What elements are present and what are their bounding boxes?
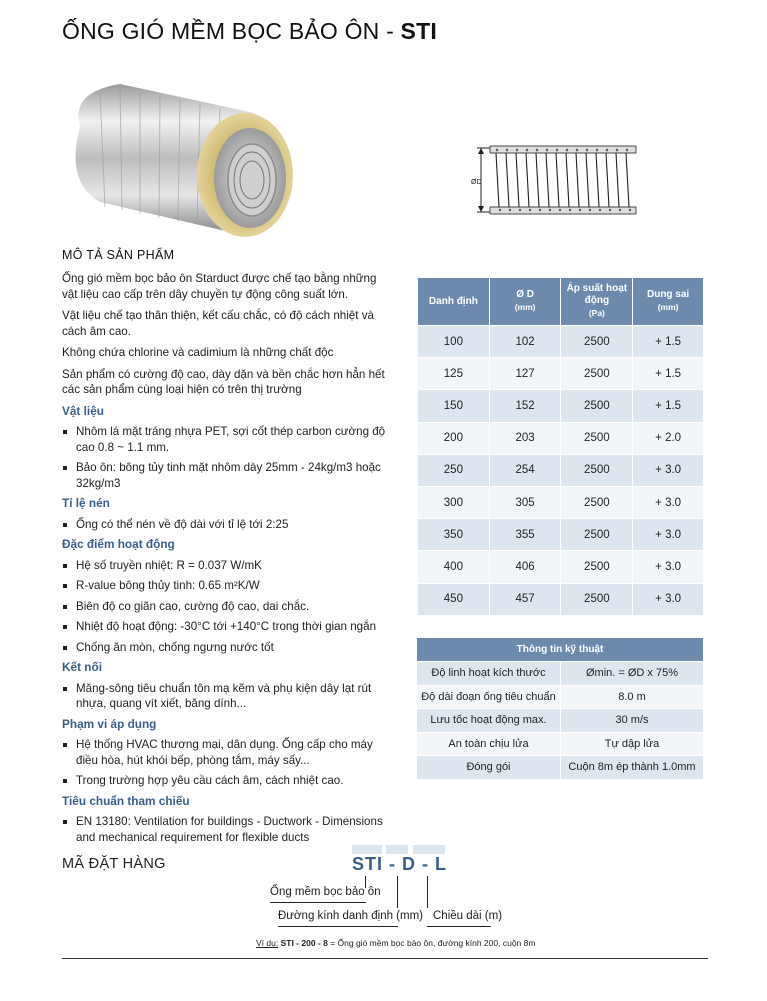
- section-heading-material: Vật liệu: [62, 403, 104, 418]
- list-item: Trong trường hợp yêu cầu cách âm, cách nhiệt cao.: [62, 773, 392, 789]
- table-row: 200 203 2500 + 2.0: [418, 422, 704, 454]
- order-code-label: MÃ ĐẶT HÀNG: [62, 856, 166, 872]
- title-text: ỐNG GIÓ MỀM BỌC BẢO ÔN -: [62, 18, 401, 44]
- section-heading-standard: Tiêu chuẩn tham chiếu: [62, 793, 190, 808]
- code-diameter-label: Đường kính danh định (mm): [278, 910, 423, 922]
- product-photo: [60, 72, 310, 242]
- code-segment-box: [386, 845, 408, 854]
- table-row: Độ linh hoạt kích thước Ømin. = ØD x 75%: [417, 662, 704, 686]
- table-row: Lưu tốc hoạt động max. 30 m/s: [417, 709, 704, 733]
- page-title: [62, 18, 437, 45]
- diameter-label: ØD: [471, 179, 482, 186]
- tech-table-header: Thông tin kỹ thuật: [417, 638, 704, 662]
- bottom-divider: [62, 958, 708, 959]
- order-example: Ví dụ: STI - 200 - 8 = Ống gió mềm bọc bảo ôn, đường kính 200, cuộn 8m: [256, 938, 536, 948]
- description-paragraph: Vật liệu chế tạo thân thiện, kết cấu chắc, có độ cách nhiệt và cách âm cao.: [62, 309, 374, 338]
- size-table: [417, 277, 704, 616]
- list-item: R-value bông thủy tinh: 0.65 m²K/W: [62, 578, 392, 594]
- description-paragraph: Sản phẩm có cường độ cao, dày dặn và bền chắc hơn hẳn hết các sản phẩm cùng loại hiện có trên thị trường: [62, 367, 385, 396]
- code-length-label: Chiều dài (m): [433, 910, 503, 922]
- code-product-label: Ống mềm bọc bảo ôn: [270, 886, 381, 898]
- table-row: 150 152 2500 + 1.5: [418, 390, 704, 422]
- table-row: 250 254 2500 + 3.0: [418, 454, 704, 486]
- list-item: Ống có thể nén về độ dài với tỉ lệ tới 2:25: [62, 517, 392, 533]
- tech-info-table: [416, 637, 704, 780]
- table-row: 350 355 2500 + 3.0: [418, 519, 704, 551]
- description-heading: MÔ TẢ SẢN PHẨM: [62, 248, 175, 262]
- description-paragraph: Ống gió mềm bọc bảo ôn Starduct được chế tạo bằng những vật liệu cao cấp trên dây chuyền tự động công suất lớn.: [62, 272, 377, 301]
- underline: [427, 926, 491, 927]
- list-item: Nhiệt độ hoạt động: -30°C tới +140°C trong thời gian ngắn: [62, 619, 392, 635]
- table-row: Độ dài đoạn ống tiêu chuẩn 8.0 m: [417, 685, 704, 709]
- leader-line: [397, 876, 398, 908]
- column-header: Dung sai (mm): [633, 278, 704, 326]
- column-header: Danh định: [418, 278, 490, 326]
- table-row: 400 406 2500 + 3.0: [418, 551, 704, 583]
- list-item: Bảo ôn: bông tủy tinh mặt nhôm dày 25mm - 24kg/m3 hoặc 32kg/m3: [62, 460, 392, 491]
- title-brand: STI: [400, 18, 437, 44]
- section-heading-compression: Tỉ lệ nén: [62, 496, 110, 510]
- table-row: 125 127 2500 + 1.5: [418, 358, 704, 390]
- column-header: Ø D (mm): [489, 278, 561, 326]
- code-segment-box: [413, 845, 445, 854]
- underline: [270, 902, 366, 903]
- table-row: 450 457 2500 + 3.0: [418, 583, 704, 615]
- list-item: Hệ thống HVAC thương mại, dân dụng. Ống cấp cho máy điều hòa, hút khói bếp, phòng tắm, máy sấy...: [62, 737, 392, 768]
- size-table-header: [418, 278, 704, 326]
- duct-cross-section-drawing: [462, 140, 642, 220]
- underline: [278, 926, 398, 927]
- list-item: EN 13180: Ventilation for buildings - Ductwork - Dimensions and mechanical requirement for flexible ducts: [62, 814, 392, 845]
- list-item: Măng-sông tiêu chuẩn tôn mạ kẽm và phụ kiện dây lạt rút nhựa, quang vít xiết, băng dính...: [62, 681, 392, 712]
- order-code: STI - D - L: [352, 854, 447, 874]
- table-row: An toàn chịu lửa Tự dập lửa: [417, 732, 704, 756]
- column-header: Áp suất hoạt động (Pa): [561, 278, 633, 326]
- section-heading-performance: Đặc điểm hoạt động: [62, 537, 175, 551]
- list-item: Biên độ co giãn cao, cường độ cao, dai chắc.: [62, 599, 392, 615]
- list-item: Nhôm lá mặt tráng nhựa PET, sợi cốt thép carbon cường độ cao 0.8 ~ 1.1 mm.: [62, 424, 392, 455]
- section-heading-application: Phạm vi áp dụng: [62, 716, 157, 731]
- section-heading-connection: Kết nối: [62, 660, 102, 674]
- table-row: 300 305 2500 + 3.0: [418, 486, 704, 518]
- code-segment-box: [352, 845, 382, 854]
- list-item: Hệ số truyền nhiệt: R = 0.037 W/mK: [62, 558, 392, 574]
- list-item: Chống ăn mòn, chống ngưng nước tốt: [62, 640, 392, 656]
- leader-line: [427, 876, 428, 908]
- description-paragraph: Không chứa chlorine và cadimium là những chất độc: [62, 346, 334, 359]
- description-column: [62, 271, 392, 850]
- table-row: 100 102 2500 + 1.5: [418, 326, 704, 358]
- table-row: Đóng gói Cuộn 8m ép thành 1.0mm: [417, 756, 704, 780]
